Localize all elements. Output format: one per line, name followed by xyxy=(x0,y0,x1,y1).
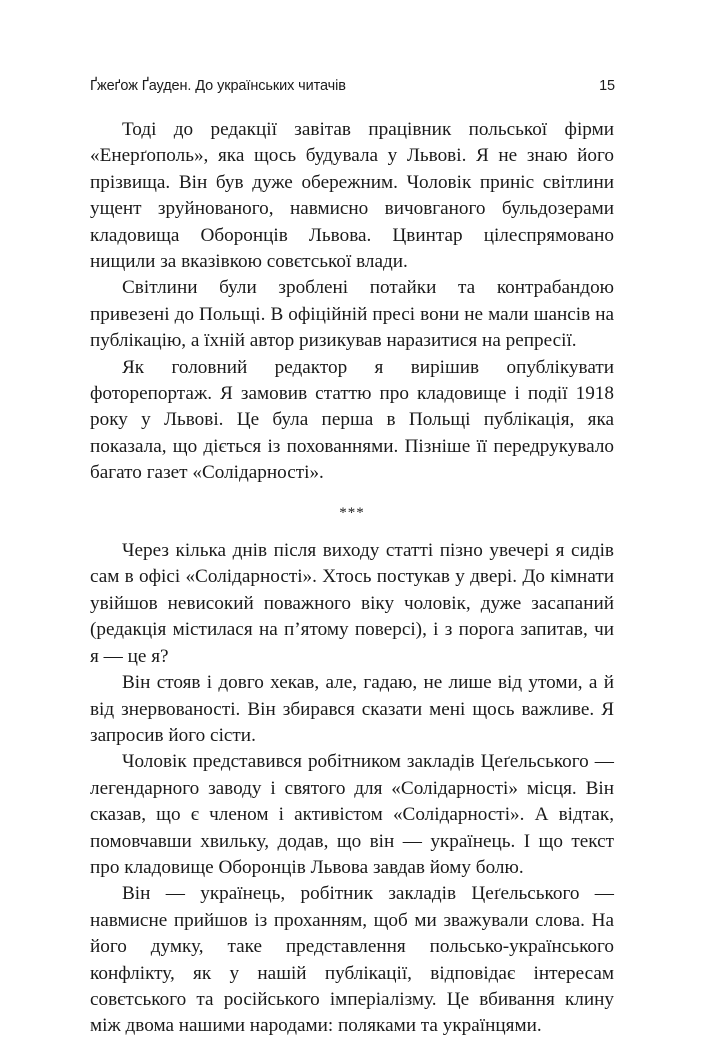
paragraph: Світлини були зроблені потайки та контрабандою привезені до Польщі. В офіційній пресі вони не мали шансів на публікацію, а їхній автор ризикував наразитися на репресії. xyxy=(90,277,614,352)
paragraph: Тоді до редакції завітав працівник польської фірми «Енерґополь», яка щось будувала у Львові. Я не знаю його прізвища. Він був дуже обережним. Чоловік приніс світлини ущент зруйнованого, навмисно вичовганого бульдозерами кладовища Оборонців Львова. Цвинтар цілеспрямовано нищили за вказівкою совєтської влади. xyxy=(90,119,614,273)
paragraph: Через кілька днів після виходу статті пізно увечері я сидів сам в офісі «Солідарності». Хтось постукав у двері. До кімнати увійшов невисокий поважного віку чоловік, дуже засапаний (редакція містилася на п’ятому поверсі), і з порога запитав, чи я — це я? xyxy=(90,540,614,667)
page-number: 15 xyxy=(599,78,615,94)
running-header xyxy=(90,78,615,100)
paragraph: Як головний редактор я вирішив опублікувати фоторепортаж. Я замовив статтю про кладовище і події 1918 року у Львові. Це була перша в Польщі публікація, яка показала, що діється із похованнями. Пізніше її передрукувало багато газет «Солідарності». xyxy=(90,356,614,484)
running-header-title: Ґжеґож Ґауден. До українських читачів xyxy=(90,78,346,94)
paragraph: Він — українець, робітник закладів Цеґельського — навмисне прийшов із проханням, щоб ми зважували слова. На його думку, таке представлення польсько-українського конфлікту, як у нашій публікації, відповідає інтересам совєтського та російського імперіалізму. Це вбивання клину між двома нашими народами: поляками та українцями. xyxy=(90,883,614,1037)
paragraph: Чоловік представився робітником закладів Цеґельського — легендарного заводу і святого для «Солідарності» місця. Він сказав, що є членом і активістом «Солідарності». А відтак, помовчавши хвильку, додав, що він — українець. І що текст про кладовище Оборонців Львова завдав йому болю. xyxy=(90,751,614,878)
body-text xyxy=(90,117,614,1040)
paragraph: Він стояв і довго хекав, але, гадаю, не лише від утоми, а й від знервованості. Він збирався сказати мені щось важливе. Я запросив його сісти. xyxy=(90,672,614,746)
section-separator: *** xyxy=(339,504,365,521)
